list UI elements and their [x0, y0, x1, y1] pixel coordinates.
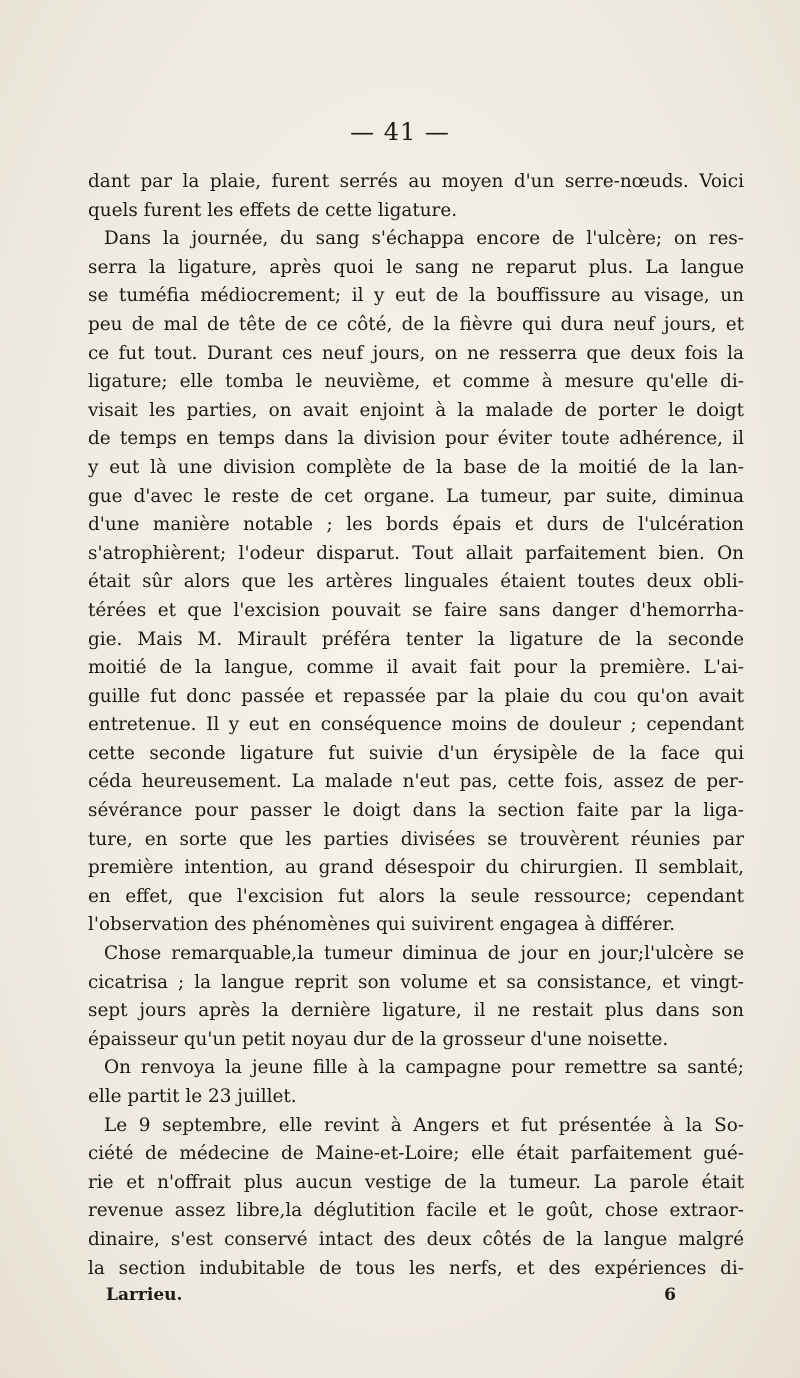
- text-line: sévérance pour passer le doigt dans la section faite par la liga-: [88, 800, 744, 822]
- text-line: s'atrophièrent; l'odeur disparut. Tout allait parfaitement bien. On: [88, 542, 744, 564]
- footer-author: Larrieu.: [106, 1285, 183, 1306]
- page-footer: [106, 1285, 676, 1305]
- text-line: dant par la plaie, furent serrés au moyen d'un serre-nœuds. Voici: [88, 171, 744, 192]
- text-line: elle partit le 23 juillet.: [88, 1086, 297, 1107]
- text-line: ciété de médecine de Maine-et-Loire; elle était parfaitement gué-: [88, 1143, 744, 1165]
- text-line: de temps en temps dans la division pour éviter toute adhérence, il: [88, 428, 744, 450]
- text-line: ce fut tout. Durant ces neuf jours, on ne resserra que deux fois la: [88, 342, 744, 364]
- text-line: d'une manière notable ; les bords épais et durs de l'ulcération: [88, 514, 744, 536]
- text-line: térées et que l'excision pouvait se faire sans danger d'hemorrha-: [88, 599, 744, 621]
- body-text: [88, 168, 744, 1283]
- text-line: sept jours après la dernière ligature, il ne restait plus dans son: [88, 1000, 744, 1022]
- text-line: cicatrisa ; la langue reprit son volume et sa consistance, et vingt-: [88, 971, 744, 993]
- text-line: épaisseur qu'un petit noyau dur de la grosseur d'une noisette.: [88, 1028, 669, 1050]
- text-line: première intention, au grand désespoir du chirurgien. Il semblait,: [88, 857, 744, 879]
- text-line: Dans la journée, du sang s'échappa encore de l'ulcère; on res-: [104, 228, 744, 250]
- text-line: gie. Mais M. Mirault préféra tenter la ligature de la seconde: [88, 628, 744, 650]
- text-line: était sûr alors que les artères linguales étaient toutes deux obli-: [88, 571, 744, 593]
- text-line: Chose remarquable,la tumeur diminua de jour en jour;l'ulcère se: [104, 943, 744, 965]
- text-line: entretenue. Il y eut en conséquence moins de douleur ; cependant: [88, 714, 744, 736]
- text-line: céda heureusement. La malade n'eut pas, cette fois, assez de per-: [88, 771, 744, 793]
- text-line: y eut là une division complète de la base de la moitié de la lan-: [88, 456, 744, 478]
- text-line: ture, en sorte que les parties divisées se trouvèrent réunies par: [88, 828, 744, 850]
- text-line: guille fut donc passée et repassée par la plaie du cou qu'on avait: [88, 685, 744, 707]
- text-line: visait les parties, on avait enjoint à la malade de porter le doigt: [88, 399, 744, 421]
- text-line: revenue assez libre,la déglutition facile et le goût, chose extraor-: [88, 1200, 744, 1222]
- text-line: dinaire, s'est conservé intact des deux côtés de la langue malgré: [88, 1228, 744, 1250]
- footer-signature-mark: 6: [664, 1285, 676, 1306]
- text-line: moitié de la langue, comme il avait fait pour la première. L'ai-: [88, 657, 744, 679]
- text-line: se tuméfia médiocrement; il y eut de la bouffissure au visage, un: [88, 285, 744, 307]
- text-line: la section indubitable de tous les nerfs, et des expériences di-: [88, 1257, 744, 1279]
- text-line: en effet, que l'excision fut alors la seule ressource; cependant: [88, 885, 744, 907]
- text-line: gue d'avec le reste de cet organe. La tumeur, par suite, diminua: [88, 485, 744, 507]
- text-line: Le 9 septembre, elle revint à Angers et fut présentée à la So-: [104, 1114, 744, 1136]
- text-line: ligature; elle tomba le neuvième, et comme à mesure qu'elle di-: [88, 371, 744, 393]
- text-line: cette seconde ligature fut suivie d'un érysipèle de la face qui: [88, 742, 744, 764]
- text-line: rie et n'offrait plus aucun vestige de la tumeur. La parole était: [88, 1171, 744, 1193]
- text-line: serra la ligature, après quoi le sang ne reparut plus. La langue: [88, 256, 744, 278]
- text-line: quels furent les effets de cette ligature.: [88, 199, 458, 221]
- text-line: l'observation des phénomènes qui suivirent engagea à différer.: [88, 914, 676, 936]
- text-line: peu de mal de tête de ce côté, de la fièvre qui dura neuf jours, et: [88, 313, 744, 335]
- text-line: On renvoya la jeune fille à la campagne pour remettre sa santé;: [104, 1057, 744, 1079]
- page-number: — 41 —: [350, 118, 450, 146]
